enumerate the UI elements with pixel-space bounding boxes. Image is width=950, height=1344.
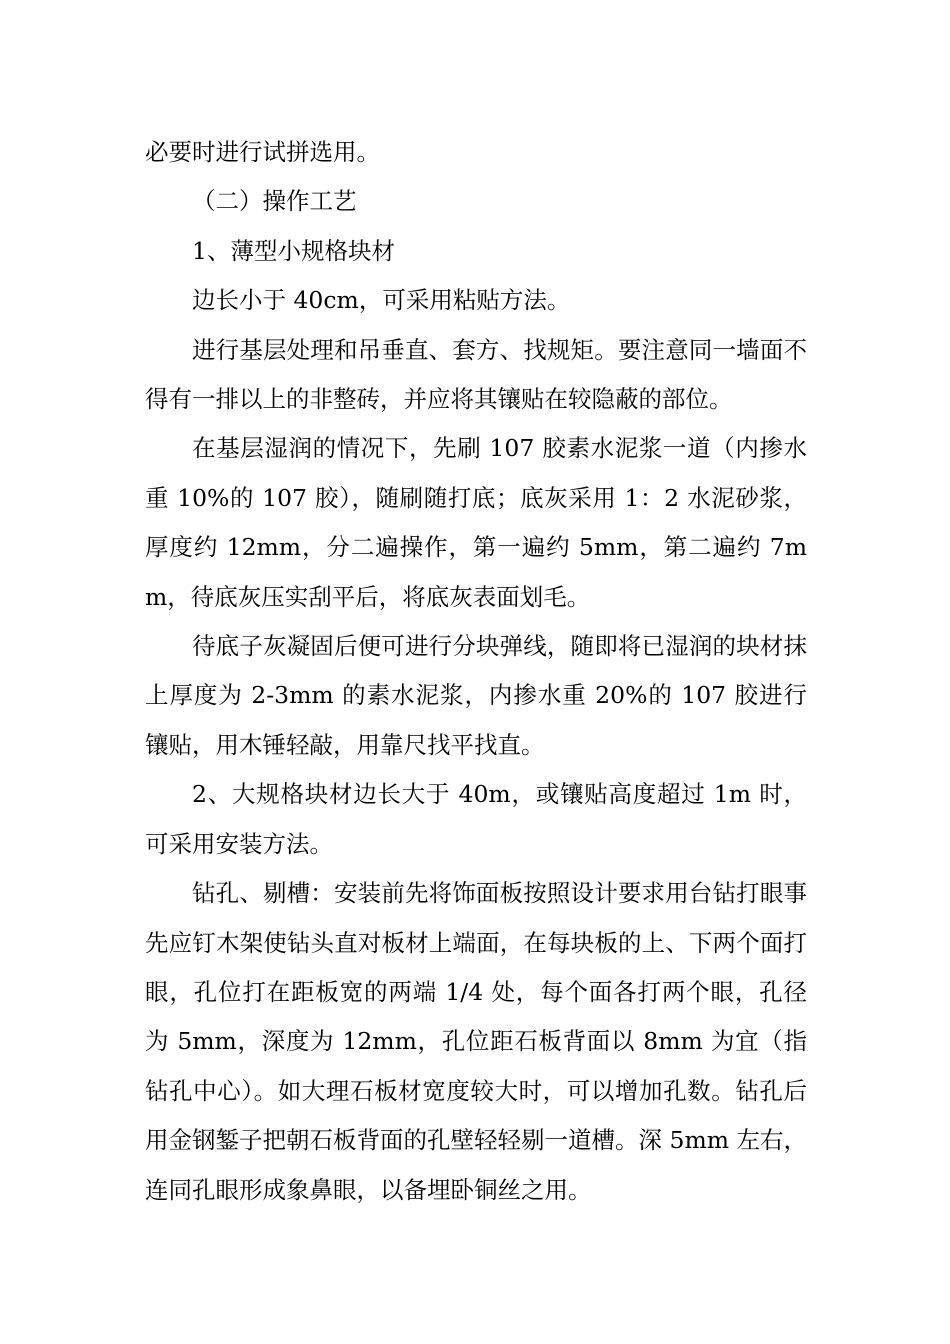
subheading-large-blocks: 2、大规格块材边长大于 40m，或镶贴高度超过 1m 时，可采用安装方法。 bbox=[145, 780, 807, 858]
paragraph-line-marking: 待底子灰凝固后便可进行分块弹线，随即将已湿润的块材抹上厚度为 2-3mm 的素水泥浆，内掺水重 20%的 107 胶进行镶贴，用木锤轻敲，用靠尺找平找直。 bbox=[145, 632, 807, 759]
paragraph-base-treatment: 进行基层处理和吊垂直、套方、找规矩。要注意同一墙面不得有一排以上的非整砖，并应将其镶贴在较隐蔽的部位。 bbox=[145, 335, 807, 414]
paragraph-drilling-grooving: 钻孔、剔槽：安装前先将饰面板按照设计要求用台钻打眼事先应钉木架使钻头直对板材上端面，在每块板的上、下两个面打眼，孔位打在距板宽的两端 1/4 处，每个面各打两个眼，孔径为 5mm，深度为 12mm，孔位距石板背面以 8mm 为宜（指钻孔中心）。如大理石板材宽度较大时，可以增加孔数。钻孔后用金钢錾子把朝石板背面的孔壁轻轻剔一道槽。深 5mm 左右，连同孔眼形成象鼻眼，以备埋卧铜丝之用。 bbox=[145, 879, 807, 1204]
paragraph-side-length: 边长小于 40cm，可采用粘贴方法。 bbox=[192, 286, 571, 315]
subheading-thin-small-blocks: 1、薄型小规格块材 bbox=[192, 236, 395, 265]
document-body bbox=[145, 128, 807, 1215]
section-heading-operation-process: （二）操作工艺 bbox=[192, 187, 357, 216]
paragraph-base-mortar: 在基层湿润的情况下，先刷 107 胶素水泥浆一道（内掺水重 10%的 107 胶），随刷随打底；底灰采用 1：2 水泥砂浆，厚度约 12mm，分二遍操作，第一遍约 5mm，第二遍约 7mm，待底灰压实刮平后，将底灰表面划毛。 bbox=[145, 434, 807, 611]
paragraph-1: 必要时进行试拼选用。 bbox=[145, 138, 380, 166]
